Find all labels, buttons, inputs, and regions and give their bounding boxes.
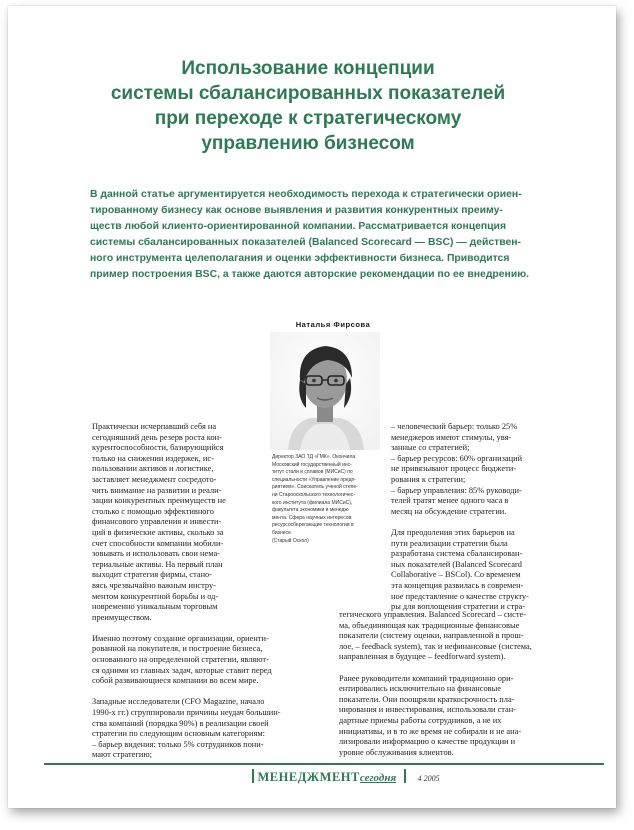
text-line: показатели (систему оценки, направленной в прош- — [339, 631, 524, 641]
text-line: мают стратегию; — [92, 750, 152, 760]
text-line: – человеческий барьер: только 25% — [391, 422, 518, 431]
text-line: только на снижении издержек, ис- — [92, 453, 214, 463]
text-line: рованной на покупателя, и построение бизнеса, — [92, 644, 263, 654]
bio-line: ресурсосберегающие технологии в — [272, 522, 354, 529]
text-line: зовывать и использовать свои нема- — [92, 549, 220, 559]
magazine-footer — [248, 768, 440, 788]
bio-line: Московский государственный инс- — [272, 461, 352, 468]
text-line: лое, – feedback system), так и нефинансовые (система, — [339, 641, 532, 651]
text-line: ментом конкурентной борьбы и од- — [92, 591, 219, 601]
article-abstract — [90, 187, 556, 283]
text-line: новременно уникальным торговым — [92, 602, 218, 612]
bio-line: (Старый Оскол) — [272, 537, 309, 544]
text-line: Ранее руководители компаний традиционно ори- — [339, 673, 514, 683]
text-line: направленная в будущее – feedforward system). — [339, 652, 506, 662]
text-line: ентировались исключительно на финансовые — [339, 684, 501, 694]
bio-line: специальности «Управление предп- — [272, 476, 356, 483]
text-line: показатели. Они поощряли краткосрочность пла- — [339, 694, 515, 704]
body-column-right — [391, 422, 561, 613]
text-line: дартные приемы работы сотрудников, а не их — [339, 715, 502, 725]
text-line: Практически исчерпавший себя на — [92, 422, 217, 431]
text-line: счет способности компании мобили- — [92, 538, 224, 548]
text-line: ных показателей (Balanced Scorecard — [391, 559, 522, 569]
author-photo — [270, 332, 380, 450]
author-bio — [272, 454, 382, 545]
footer-rule — [44, 763, 604, 765]
text-line: преимуществом. — [92, 612, 152, 622]
text-line: месяц на обсуждение стратегии. — [391, 506, 507, 516]
text-line: чить внимание на развитии и реали- — [92, 485, 222, 495]
text-line: зации конкурентных преимуществ не — [92, 496, 226, 506]
text-line: – барьер ресурсов: 60% организаций — [391, 453, 523, 463]
bio-line: титут стали и сплавов (МИСиС) по — [272, 469, 353, 476]
body-column-left — [92, 422, 281, 761]
text-line: разработана система сбалансирован- — [391, 549, 523, 559]
text-line: нирования и инвестирования, использовали стан- — [339, 705, 517, 715]
magazine-name-sub: сегодня — [359, 772, 397, 784]
text-line: териальные активы. На первый план — [92, 559, 223, 569]
text-line: не привязывают процесс бюджети- — [391, 464, 517, 474]
text-line: – барьер управления: 85% руководи- — [391, 485, 522, 495]
text-line: вясь чрезвычайно важным инстру- — [92, 580, 216, 590]
abstract-line: В данной статье аргументируется необходимость перехода к стратегически ориен- — [90, 189, 522, 200]
abstract-line: ного инструмента целеполагания и оценки эффективности бизнеса. Приводится — [90, 253, 510, 264]
abstract-line: системы сбалансированных показателей (Balanced Scorecard — BSC) — действен- — [90, 237, 522, 248]
article-title — [48, 56, 568, 156]
paragraph-gap — [92, 687, 268, 698]
footer-divider — [404, 769, 406, 783]
text-line: выходит стратегия фирмы, стано- — [92, 570, 213, 580]
text-line: Именно поэтому создание организации, ориенти- — [92, 633, 269, 643]
paragraph-gap — [92, 623, 268, 634]
text-line: лизировали информацию о качестве продукции и — [339, 737, 516, 747]
author-portrait-image — [270, 332, 380, 450]
text-line: Для преодоления этих барьеров на — [391, 527, 515, 537]
text-line: – барьер видения: только 5% сотрудников пони- — [92, 739, 264, 749]
abstract-line: тированному бизнесу как основе выявления и развития конкурентных преиму- — [90, 205, 503, 216]
text-line: уровне обслуживания клиентов. — [339, 747, 454, 757]
bio-line: факультета экономики и менедж- — [272, 507, 350, 514]
paragraph-gap — [339, 663, 561, 674]
text-line: инициативы, и в то же время не собирали и не ана- — [339, 726, 522, 736]
text-line: столько с помощью эффективного — [92, 506, 214, 516]
text-line: Collaborative – BSCol). Со временем — [391, 570, 521, 580]
text-line: заставляет менеджмент сосредото- — [92, 474, 217, 484]
title-line: системы сбалансированных показателей — [110, 83, 506, 104]
footer-divider — [252, 769, 254, 783]
text-line: стратегии по следующим основным категориям: — [92, 729, 265, 739]
text-line: сегодняшний день резерв роста кон- — [92, 432, 222, 442]
bio-line: риятием». Соискатель ученой степе- — [272, 484, 358, 491]
issue-number: 4 2005 — [417, 774, 440, 783]
text-line: ства компаний (порядка 90%) в реализации своей — [92, 718, 269, 728]
text-line: ций в физические активы, сколько за — [92, 527, 224, 537]
text-line: 1990-х гг.) сгруппировали причины неудач большин- — [92, 708, 281, 718]
text-line: пользовании активов и логистике, — [92, 464, 214, 474]
text-line: эта концепция развилась в современ- — [391, 580, 524, 590]
text-line: ное представление о качестве структу- — [391, 591, 529, 601]
bio-line: Директор ЗАО ТД «ГМК». Окончила — [272, 454, 356, 460]
author-name: Наталья Фирсова — [295, 320, 371, 329]
text-line: собой развивающиеся компании во всем мире. — [92, 676, 259, 686]
text-line: ся одними из главных задач, которые ставит перед — [92, 665, 272, 675]
abstract-line: пример построения BSC, а также даются авторские рекомендации по ее внедрению. — [90, 269, 529, 280]
text-line: ма, объединяющая как традиционные финансовые — [339, 620, 520, 630]
title-line: Использование концепции — [181, 58, 435, 79]
text-line: занные со стратегией; — [391, 443, 470, 453]
text-line: телей тратят менее одного часа в — [391, 496, 509, 506]
bio-line: кого института (филиала МИСиС), — [272, 499, 353, 506]
text-line: финансового управления и инвести- — [92, 517, 222, 527]
bio-line: бизнесе. — [272, 529, 293, 536]
text-line: пути реализации стратегии была — [391, 538, 508, 548]
text-line: Западные исследователи (CFO Magazine, начало — [92, 697, 265, 707]
bio-line: ни Старооскольского технологичес- — [272, 491, 356, 498]
magazine-page — [8, 6, 616, 808]
body-column-bottom — [339, 610, 561, 758]
text-line: основанного на определенной стратегии, являют- — [92, 655, 269, 665]
text-line: курентоспособности, базирующийся — [92, 443, 224, 453]
title-line: управлению бизнесом — [201, 133, 415, 154]
abstract-line: ществ любой клиенто-ориентированной компании. Рассматривается концепция — [90, 221, 507, 232]
paragraph-gap — [391, 517, 561, 528]
title-line: при переходе к стратегическому — [154, 108, 462, 129]
magazine-name: МЕНЕДЖМЕНТ — [257, 770, 360, 784]
text-line: тегического управления. Balanced Scorecard – систе- — [339, 610, 526, 619]
text-line: менеджеров имеют стимулы, увя- — [391, 432, 512, 442]
text-line: рования к стратегии; — [391, 474, 466, 484]
bio-line: мента. Сфера научных интересов: — [272, 514, 353, 521]
text-line: ры для воплощения стратегии и стра- — [391, 602, 526, 612]
